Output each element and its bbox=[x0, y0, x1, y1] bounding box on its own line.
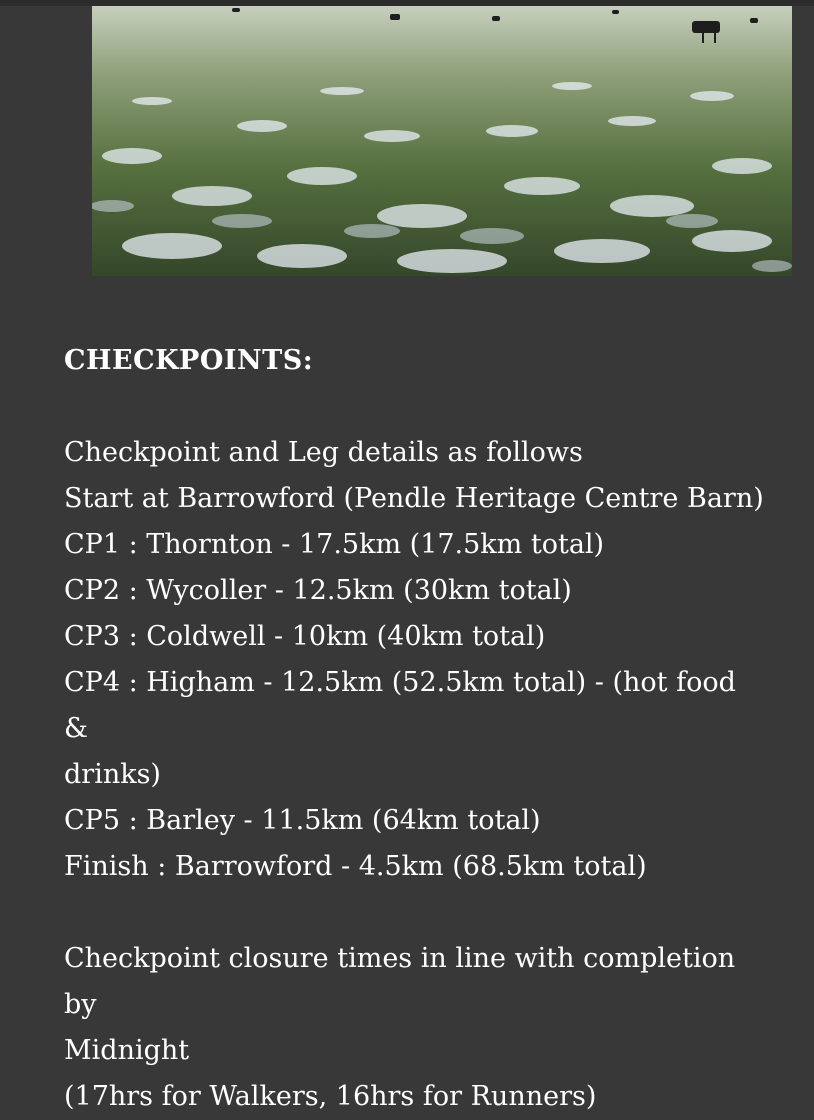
closure-line: Checkpoint closure times in line with completion by bbox=[64, 943, 736, 1020]
checkpoint-line: CP3 : Coldwell - 10km (40km total) bbox=[64, 621, 546, 652]
checkpoint-line: CP5 : Barley - 11.5km (64km total) bbox=[64, 805, 541, 836]
checkpoint-line: CP4 : Higham - 12.5km (52.5km total) - (hot food & bbox=[64, 667, 736, 744]
checkpoint-line: Start at Barrowford (Pendle Heritage Centre Barn) bbox=[64, 483, 764, 514]
paragraph-gap bbox=[64, 890, 764, 936]
section-heading: CHECKPOINTS: bbox=[64, 345, 314, 376]
frosty-field-photo bbox=[92, 6, 792, 276]
closure-line: Midnight bbox=[64, 1035, 190, 1066]
frost-field-graphic bbox=[92, 6, 792, 276]
checkpoint-line: drinks) bbox=[64, 759, 161, 790]
checkpoint-line: CP2 : Wycoller - 12.5km (30km total) bbox=[64, 575, 572, 606]
checkpoint-line: CP1 : Thornton - 17.5km (17.5km total) bbox=[64, 529, 605, 560]
intro-line: Checkpoint and Leg details as follows bbox=[64, 437, 583, 468]
checkpoint-line: Finish : Barrowford - 4.5km (68.5km total) bbox=[64, 851, 647, 882]
closure-line: (17hrs for Walkers, 16hrs for Runners) bbox=[64, 1081, 597, 1112]
checkpoints-section bbox=[64, 338, 764, 1120]
